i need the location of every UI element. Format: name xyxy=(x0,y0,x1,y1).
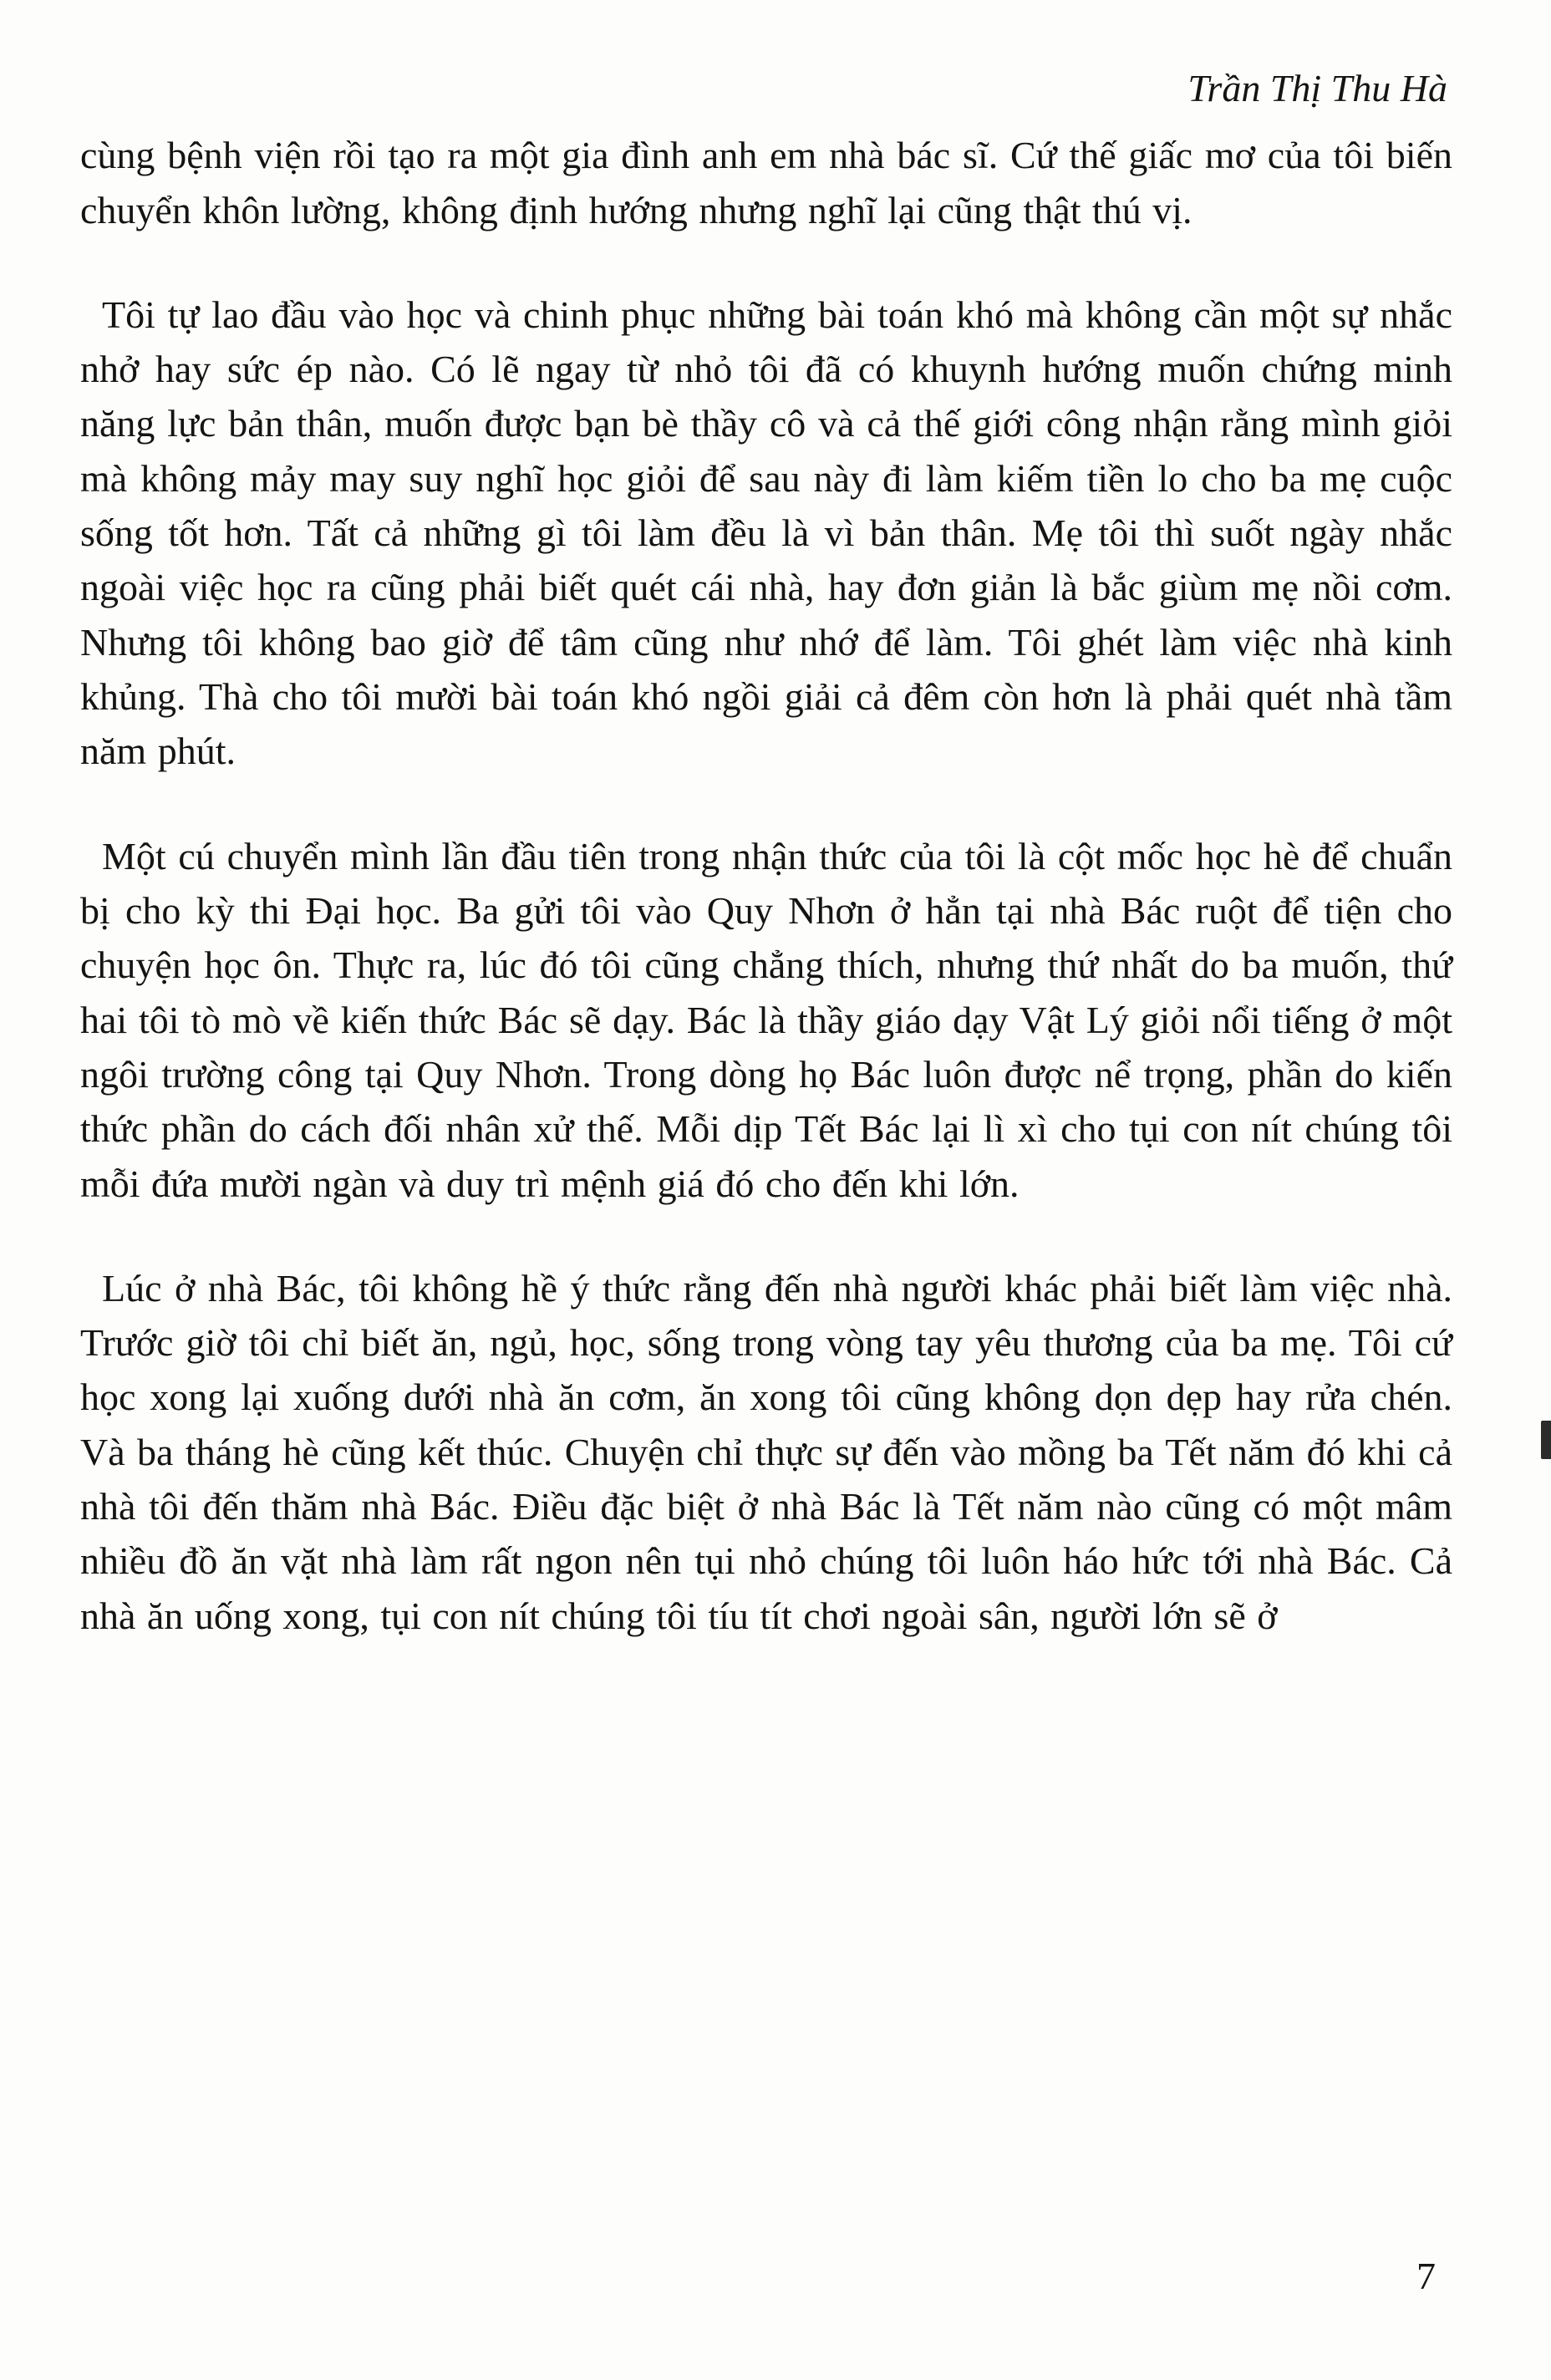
page-number: 7 xyxy=(1416,2255,1436,2297)
paragraph: Một cú chuyển mình lần đầu tiên trong nhận thức của tôi là cột mốc học hè để chuẩn bị cho kỳ thi Đại học. Ba gửi tôi vào Quy Nhơn ở hẳn tại nhà Bác ruột để tiện cho chuyện học ôn. Thực ra, lúc đó tôi cũng chẳng thích, nhưng thứ nhất do ba muốn, thứ hai tôi tò mò về kiến thức Bác sẽ dạy. Bác là thầy giáo dạy Vật Lý giỏi nổi tiếng ở một ngôi trường công tại Quy Nhơn. Trong dòng họ Bác luôn được nể trọng, phần do kiến thức phần do cách đối nhân xử thế. Mỗi dịp Tết Bác lại lì xì cho tụi con nít chúng tôi mỗi đứa mười ngàn và duy trì mệnh giá đó cho đến khi lớn. xyxy=(80,834,1452,1205)
paragraph: cùng bệnh viện rồi tạo ra một gia đình anh em nhà bác sĩ. Cứ thế giấc mơ của tôi biến chuyển khôn lường, không định hướng nhưng nghĩ lại cũng thật thú vị. xyxy=(80,134,1452,231)
paragraph: Lúc ở nhà Bác, tôi không hề ý thức rằng đến nhà người khác phải biết làm việc nhà. Trước giờ tôi chỉ biết ăn, ngủ, học, sống trong vòng tay yêu thương của ba mẹ. Tôi cứ học xong lại xuống dưới nhà ăn cơm, ăn xong tôi cũng không dọn dẹp hay rửa chén. Và ba tháng hè cũng kết thúc. Chuyện chỉ thực sự đến vào mồng ba Tết năm đó khi cả nhà tôi đến thăm nhà Bác. Điều đặc biệt ở nhà Bác là Tết năm nào cũng có một mâm nhiều đồ ăn vặt nhà làm rất ngon nên tụi nhỏ chúng tôi luôn háo hức tới nhà Bác. Cả nhà ăn uống xong, tụi con nít chúng tôi tíu tít chơi ngoài sân, người lớn sẽ ở xyxy=(80,1266,1452,1637)
running-header-author: Trần Thị Thu Hà xyxy=(1187,67,1447,109)
page-body xyxy=(80,128,1452,1643)
paragraph: Tôi tự lao đầu vào học và chinh phục những bài toán khó mà không cần một sự nhắc nhở hay sức ép nào. Có lẽ ngay từ nhỏ tôi đã có khuynh hướng muốn chứng minh năng lực bản thân, muốn được bạn bè thầy cô và cả thế giới công nhận rằng mình giỏi mà không mảy may suy nghĩ học giỏi để sau này đi làm kiếm tiền lo cho ba mẹ cuộc sống tốt hơn. Tất cả những gì tôi làm đều là vì bản thân. Mẹ tôi thì suốt ngày nhắc ngoài việc học ra cũng phải biết quét cái nhà, hay đơn giản là bắc giùm mẹ nồi cơm. Nhưng tôi không bao giờ để tâm cũng như nhớ để làm. Tôi ghét làm việc nhà kinh khủng. Thà cho tôi mười bài toán khó ngồi giải cả đêm còn hơn là phải quét nhà tầm năm phút. xyxy=(80,292,1452,773)
scan-edge-mark xyxy=(1541,1421,1551,1459)
